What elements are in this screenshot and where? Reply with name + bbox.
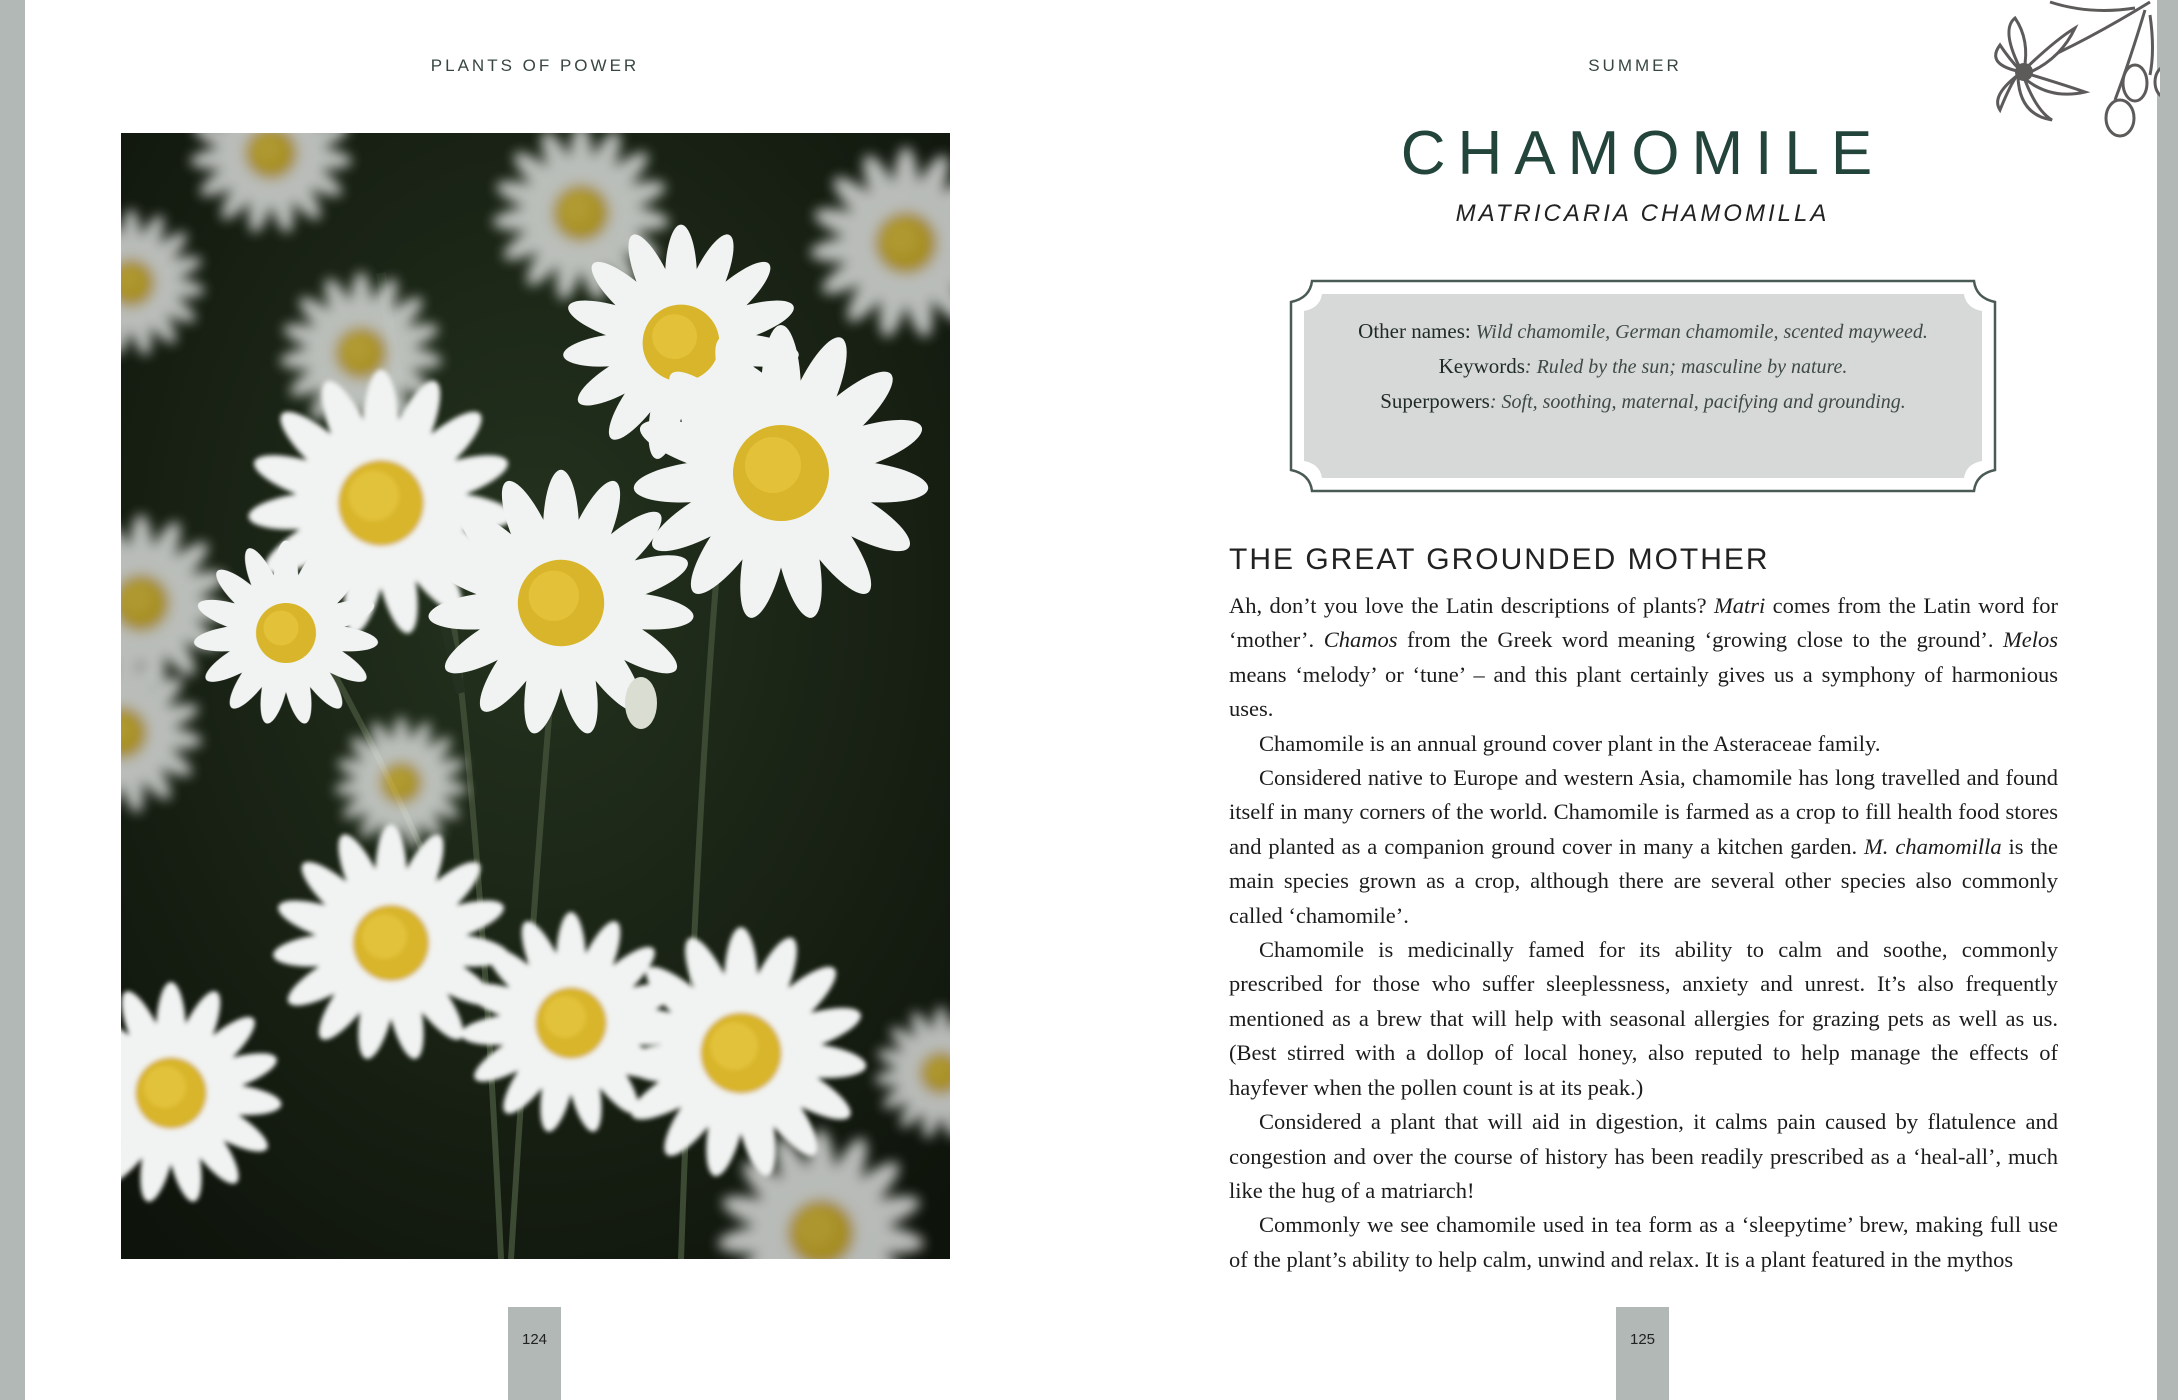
page-number-right: 125 xyxy=(1616,1307,1669,1400)
running-head-right: SUMMER xyxy=(1588,56,1682,75)
keywords-value: : Ruled by the sun; masculine by nature. xyxy=(1524,356,1848,378)
superpowers-label: Superpowers xyxy=(1380,389,1490,413)
page-number-left: 124 xyxy=(508,1307,561,1400)
other-names-value: Wild chamomile, German chamomile, scented mayweed. xyxy=(1470,321,1928,343)
other-names-row xyxy=(1318,314,1968,349)
plant-info-box xyxy=(1288,278,1998,494)
page-edge-right xyxy=(2157,0,2178,1400)
body-paragraph: Ah, don’t you love the Latin descriptions of plants? Matri comes from the Latin word for ‘mother’. Chamos from the Greek word meaning ‘growing close to the ground’. Melos means ‘melody’ or ‘tune’ – and this plant certainly gives us a symphony of harmonious uses. xyxy=(1229,593,2058,722)
body-paragraph: Chamomile is an annual ground cover plant in the Asteraceae family. xyxy=(1259,730,1881,756)
body-paragraph: Chamomile is medicinally famed for its ability to calm and soothe, commonly prescribed for those who suffer sleeplessness, anxiety and unrest. It’s also frequently mentioned as a brew that will help with seasonal allergies for grazing pets as well as us. (Best stirred with a dollop of local honey, also reputed to help manage the effects of hayfever when the pollen count is at its peak.) xyxy=(1229,937,2058,1100)
superpowers-row xyxy=(1318,384,1968,419)
body-paragraph: Considered a plant that will aid in digestion, it calms pain caused by flatulence and congestion and over the course of history has been readily prescribed as a ‘heal-all’, much like the hug of a matriarch! xyxy=(1229,1109,2058,1203)
body-paragraph: Commonly we see chamomile used in tea form as a ‘sleepytime’ brew, making full use of the plant’s ability to help calm, unwind and relax. It is a plant featured in the mythos xyxy=(1229,1212,2058,1272)
body-paragraph: Considered native to Europe and western Asia, chamomile has long travelled and found itself in many corners of the world. Chamomile is farmed as a crop to fill health food stores and planted as a companion ground cover in many a kitchen garden. M. chamomilla is the main species grown as a crop, although there are several other species also commonly called ‘chamomile’. xyxy=(1229,765,2059,928)
plant-title: CHAMOMILE xyxy=(1400,119,1885,188)
section-heading: THE GREAT GROUNDED MOTHER xyxy=(1229,543,1770,576)
keywords-row xyxy=(1318,349,1968,384)
chamomile-photo xyxy=(121,133,950,1259)
body-text xyxy=(1229,589,2058,1277)
other-names-label: Other names: xyxy=(1358,319,1471,343)
flower-photo-illustration xyxy=(121,133,950,1259)
superpowers-value: : Soft, soothing, maternal, pacifying and grounding. xyxy=(1489,391,1906,413)
page-edge-left xyxy=(0,0,25,1400)
info-box-text xyxy=(1318,314,1968,419)
latin-name: MATRICARIA CHAMOMILLA xyxy=(1455,200,1830,227)
running-head-left: PLANTS OF POWER xyxy=(430,56,640,75)
keywords-label: Keywords xyxy=(1438,354,1525,378)
